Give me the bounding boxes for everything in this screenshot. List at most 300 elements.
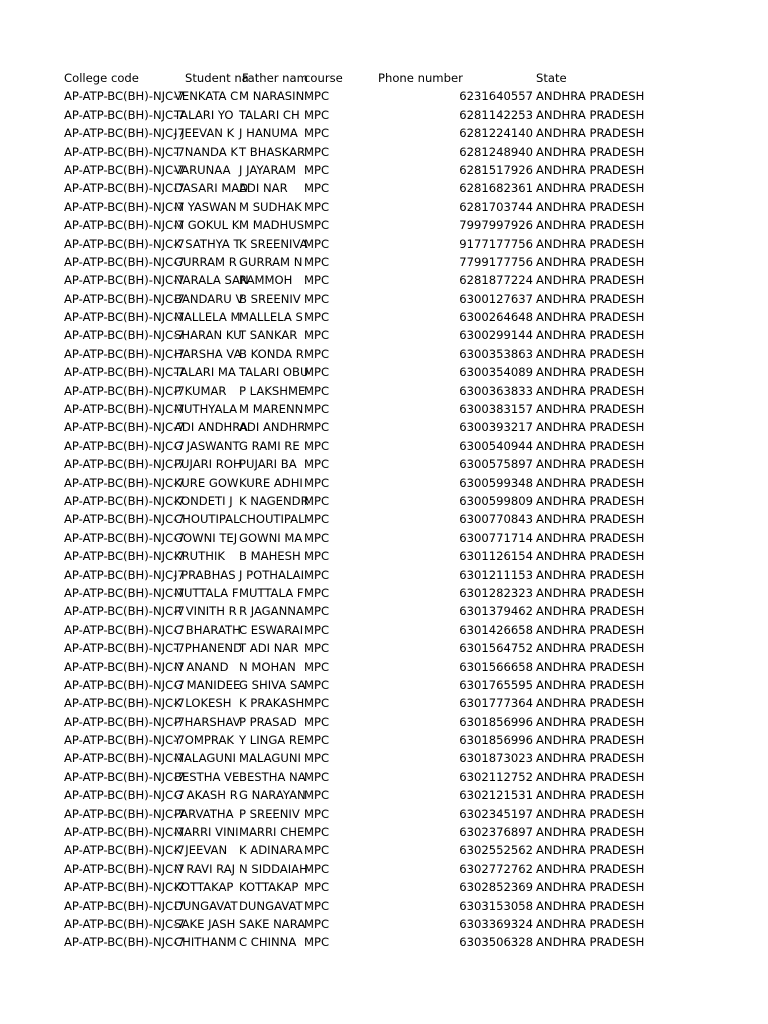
- cell-father-name[interactable]: GOWNI MA: [239, 530, 303, 545]
- cell-state[interactable]: ANDHRA PRADESH: [536, 659, 645, 674]
- cell-college-code[interactable]: AP-ATP-BC(BH)-NJC-7: [64, 861, 185, 876]
- cell-student-name[interactable]: MALAGUNI: [174, 751, 236, 766]
- cell-student-name[interactable]: G MANIDEE: [174, 677, 241, 692]
- cell-college-code[interactable]: AP-ATP-BC(BH)-NJC-7: [64, 402, 185, 417]
- cell-state[interactable]: ANDHRA PRADESH: [536, 457, 645, 472]
- cell-phone-number[interactable]: 6302376897: [459, 825, 533, 840]
- cell-state[interactable]: ANDHRA PRADESH: [536, 236, 645, 251]
- cell-course[interactable]: MPC: [304, 696, 330, 711]
- cell-father-name[interactable]: MALLELA S: [239, 310, 303, 325]
- cell-state[interactable]: ANDHRA PRADESH: [536, 162, 645, 177]
- cell-course[interactable]: MPC: [304, 89, 330, 104]
- cell-phone-number[interactable]: 6300127637: [459, 291, 533, 306]
- cell-course[interactable]: MPC: [304, 420, 330, 435]
- cell-father-name[interactable]: C CHINNA: [239, 935, 297, 950]
- cell-college-code[interactable]: AP-ATP-BC(BH)-NJC-7: [64, 935, 185, 950]
- cell-state[interactable]: ANDHRA PRADESH: [536, 181, 645, 196]
- cell-course[interactable]: MPC: [304, 254, 330, 269]
- cell-college-code[interactable]: AP-ATP-BC(BH)-NJC-7: [64, 107, 185, 122]
- cell-father-name[interactable]: J HANUMA: [239, 126, 298, 141]
- cell-college-code[interactable]: AP-ATP-BC(BH)-NJC-7: [64, 291, 185, 306]
- cell-student-name[interactable]: T PHANEND: [174, 641, 243, 656]
- cell-state[interactable]: ANDHRA PRADESH: [536, 273, 645, 288]
- header-father-name[interactable]: Father nam: [242, 71, 308, 85]
- cell-course[interactable]: MPC: [304, 585, 330, 600]
- cell-father-name[interactable]: M NARASIN: [239, 89, 305, 104]
- cell-student-name[interactable]: VENKATA C: [174, 89, 239, 104]
- table-row: [64, 271, 768, 289]
- cell-student-name[interactable]: PARVATHA: [174, 806, 234, 821]
- cell-student-name[interactable]: P KUMAR: [174, 383, 227, 398]
- cell-student-name[interactable]: R VINITH R: [174, 604, 237, 619]
- cell-course[interactable]: MPC: [304, 107, 330, 122]
- cell-phone-number[interactable]: 6300363833: [459, 383, 533, 398]
- cell-student-name[interactable]: J JEEVAN K: [174, 126, 235, 141]
- cell-father-name[interactable]: K NAGENDR: [239, 493, 309, 508]
- cell-college-code[interactable]: AP-ATP-BC(BH)-NJC-7: [64, 218, 185, 233]
- cell-phone-number[interactable]: 6300575897: [459, 457, 533, 472]
- cell-course[interactable]: MPC: [304, 898, 330, 913]
- table-row: [64, 566, 768, 584]
- cell-college-code[interactable]: AP-ATP-BC(BH)-NJC-7: [64, 236, 185, 251]
- cell-phone-number[interactable]: 6301856996: [459, 733, 533, 748]
- cell-state[interactable]: ANDHRA PRADESH: [536, 438, 645, 453]
- cell-phone-number[interactable]: 7997997926: [459, 218, 533, 233]
- cell-student-name[interactable]: MALLELA M: [174, 310, 241, 325]
- cell-course[interactable]: MPC: [304, 530, 330, 545]
- cell-father-name[interactable]: ADI ANDHR: [239, 420, 306, 435]
- cell-state[interactable]: ANDHRA PRADESH: [536, 346, 645, 361]
- cell-course[interactable]: MPC: [304, 512, 330, 527]
- cell-phone-number[interactable]: 6302552562: [459, 843, 533, 858]
- cell-student-name[interactable]: M YASWAN: [174, 199, 237, 214]
- cell-state[interactable]: ANDHRA PRADESH: [536, 144, 645, 159]
- cell-course[interactable]: MPC: [304, 567, 330, 582]
- cell-course[interactable]: MPC: [304, 199, 330, 214]
- cell-phone-number[interactable]: 9177177756: [459, 236, 533, 251]
- cell-course[interactable]: MPC: [304, 604, 330, 619]
- cell-course[interactable]: MPC: [304, 291, 330, 306]
- cell-course[interactable]: MPC: [304, 916, 330, 931]
- cell-college-code[interactable]: AP-ATP-BC(BH)-NJC-7: [64, 438, 185, 453]
- cell-state[interactable]: ANDHRA PRADESH: [536, 254, 645, 269]
- cell-state[interactable]: ANDHRA PRADESH: [536, 604, 645, 619]
- cell-father-name[interactable]: R JAGANNA: [239, 604, 304, 619]
- cell-student-name[interactable]: TALARI MA: [174, 365, 236, 380]
- cell-phone-number[interactable]: 6301379462: [459, 604, 533, 619]
- cell-phone-number[interactable]: 6300264648: [459, 310, 533, 325]
- cell-student-name[interactable]: N RAVI RAJ: [174, 861, 236, 876]
- cell-course[interactable]: MPC: [304, 126, 330, 141]
- cell-phone-number[interactable]: 6301126154: [459, 549, 533, 564]
- cell-college-code[interactable]: AP-ATP-BC(BH)-NJC-7: [64, 126, 185, 141]
- header-course[interactable]: course: [304, 71, 343, 85]
- cell-college-code[interactable]: AP-ATP-BC(BH)-NJC-7: [64, 880, 185, 895]
- cell-father-name[interactable]: N SIDDAIAH: [239, 861, 308, 876]
- cell-state[interactable]: ANDHRA PRADESH: [536, 199, 645, 214]
- cell-college-code[interactable]: AP-ATP-BC(BH)-NJC-7: [64, 199, 185, 214]
- cell-state[interactable]: ANDHRA PRADESH: [536, 769, 645, 784]
- cell-state[interactable]: ANDHRA PRADESH: [536, 898, 645, 913]
- cell-student-name[interactable]: K SATHYA T: [174, 236, 241, 251]
- cell-father-name[interactable]: KURE ADHI: [239, 475, 303, 490]
- cell-student-name[interactable]: VARUNAA: [174, 162, 231, 177]
- cell-student-name[interactable]: KOTTAKAP: [174, 880, 234, 895]
- cell-father-name[interactable]: T SANKAR: [239, 328, 298, 343]
- cell-state[interactable]: ANDHRA PRADESH: [536, 585, 645, 600]
- cell-course[interactable]: MPC: [304, 677, 330, 692]
- cell-student-name[interactable]: K LOKESH: [174, 696, 232, 711]
- cell-college-code[interactable]: AP-ATP-BC(BH)-NJC-7: [64, 622, 185, 637]
- cell-state[interactable]: ANDHRA PRADESH: [536, 567, 645, 582]
- cell-phone-number[interactable]: 6301566658: [459, 659, 533, 674]
- cell-student-name[interactable]: ADI ANDHRA: [174, 420, 248, 435]
- cell-college-code[interactable]: AP-ATP-BC(BH)-NJC-7: [64, 549, 185, 564]
- table-row: [64, 878, 768, 896]
- cell-student-name[interactable]: GOWNI TEJ: [174, 530, 238, 545]
- cell-student-name[interactable]: DASARI MAD: [174, 181, 249, 196]
- cell-phone-number[interactable]: 6300353863: [459, 346, 533, 361]
- cell-father-name[interactable]: BESTHA NA: [239, 769, 306, 784]
- cell-state[interactable]: ANDHRA PRADESH: [536, 530, 645, 545]
- cell-course[interactable]: MPC: [304, 880, 330, 895]
- cell-state[interactable]: ANDHRA PRADESH: [536, 89, 645, 104]
- cell-college-code[interactable]: AP-ATP-BC(BH)-NJC-7: [64, 585, 185, 600]
- cell-phone-number[interactable]: 6301282323: [459, 585, 533, 600]
- cell-father-name[interactable]: B MAHESH: [239, 549, 301, 564]
- cell-college-code[interactable]: AP-ATP-BC(BH)-NJC-7: [64, 769, 185, 784]
- cell-student-name[interactable]: CHOUTIPAL: [174, 512, 240, 527]
- cell-college-code[interactable]: AP-ATP-BC(BH)-NJC-7: [64, 254, 185, 269]
- cell-college-code[interactable]: AP-ATP-BC(BH)-NJC-7: [64, 162, 185, 177]
- cell-phone-number[interactable]: 6302121531: [459, 788, 533, 803]
- cell-father-name[interactable]: KOTTAKAP: [239, 880, 299, 895]
- cell-course[interactable]: MPC: [304, 806, 330, 821]
- cell-college-code[interactable]: AP-ATP-BC(BH)-NJC-7: [64, 733, 185, 748]
- header-state[interactable]: State: [536, 71, 567, 85]
- cell-course[interactable]: MPC: [304, 438, 330, 453]
- cell-phone-number[interactable]: 6300599348: [459, 475, 533, 490]
- cell-father-name[interactable]: TALARI OBU: [239, 365, 309, 380]
- cell-state[interactable]: ANDHRA PRADESH: [536, 512, 645, 527]
- cell-phone-number[interactable]: 6231640557: [459, 89, 533, 104]
- cell-father-name[interactable]: M MADHUS: [239, 218, 305, 233]
- cell-student-name[interactable]: SHARAN KU: [174, 328, 242, 343]
- cell-student-name[interactable]: TALARI YO: [174, 107, 234, 122]
- cell-course[interactable]: MPC: [304, 659, 330, 674]
- cell-state[interactable]: ANDHRA PRADESH: [536, 218, 645, 233]
- cell-father-name[interactable]: MUTTALA F: [239, 585, 304, 600]
- cell-college-code[interactable]: AP-ATP-BC(BH)-NJC-7: [64, 365, 185, 380]
- cell-father-name[interactable]: B SREENIV: [239, 291, 301, 306]
- cell-course[interactable]: MPC: [304, 383, 330, 398]
- cell-student-name[interactable]: PUJARI ROH: [174, 457, 242, 472]
- cell-phone-number[interactable]: 6300393217: [459, 420, 533, 435]
- cell-phone-number[interactable]: 6281703744: [459, 199, 533, 214]
- cell-college-code[interactable]: AP-ATP-BC(BH)-NJC-7: [64, 512, 185, 527]
- cell-phone-number[interactable]: 6301211153: [459, 567, 533, 582]
- table-row: [64, 235, 768, 253]
- cell-phone-number[interactable]: 6300299144: [459, 328, 533, 343]
- cell-college-code[interactable]: AP-ATP-BC(BH)-NJC-7: [64, 659, 185, 674]
- table-row: [64, 915, 768, 933]
- table-row: [64, 455, 768, 473]
- cell-phone-number[interactable]: 6302345197: [459, 806, 533, 821]
- cell-course[interactable]: MPC: [304, 714, 330, 729]
- cell-student-name[interactable]: G JASWANT: [174, 438, 240, 453]
- cell-father-name[interactable]: K ADINARA: [239, 843, 303, 858]
- cell-college-code[interactable]: AP-ATP-BC(BH)-NJC-7: [64, 144, 185, 159]
- cell-state[interactable]: ANDHRA PRADESH: [536, 365, 645, 380]
- cell-state[interactable]: ANDHRA PRADESH: [536, 935, 645, 950]
- cell-father-name[interactable]: B KONDA R: [239, 346, 304, 361]
- cell-phone-number[interactable]: 7799177756: [459, 254, 533, 269]
- cell-phone-number[interactable]: 6300599809: [459, 493, 533, 508]
- cell-father-name[interactable]: DUNGAVAT: [239, 898, 303, 913]
- cell-student-name[interactable]: M GOKUL K: [174, 218, 240, 233]
- cell-course[interactable]: MPC: [304, 365, 330, 380]
- cell-father-name[interactable]: T BHASKAR: [239, 144, 306, 159]
- cell-phone-number[interactable]: 6300354089: [459, 365, 533, 380]
- cell-father-name[interactable]: PUJARI BA: [239, 457, 297, 472]
- cell-phone-number[interactable]: 6281877224: [459, 273, 533, 288]
- cell-course[interactable]: MPC: [304, 328, 330, 343]
- cell-course[interactable]: MPC: [304, 843, 330, 858]
- cell-student-name[interactable]: NARALA SAN: [174, 273, 249, 288]
- cell-state[interactable]: ANDHRA PRADESH: [536, 475, 645, 490]
- cell-course[interactable]: MPC: [304, 788, 330, 803]
- cell-state[interactable]: ANDHRA PRADESH: [536, 641, 645, 656]
- cell-course[interactable]: MPC: [304, 273, 330, 288]
- cell-college-code[interactable]: AP-ATP-BC(BH)-NJC-7: [64, 457, 185, 472]
- cell-father-name[interactable]: G RAMI RE: [239, 438, 300, 453]
- cell-college-code[interactable]: AP-ATP-BC(BH)-NJC-7: [64, 677, 185, 692]
- cell-state[interactable]: ANDHRA PRADESH: [536, 806, 645, 821]
- cell-course[interactable]: MPC: [304, 402, 330, 417]
- cell-phone-number[interactable]: 6300383157: [459, 402, 533, 417]
- cell-phone-number[interactable]: 6301873023: [459, 751, 533, 766]
- header-college-code[interactable]: College code: [64, 71, 139, 85]
- cell-state[interactable]: ANDHRA PRADESH: [536, 843, 645, 858]
- cell-state[interactable]: ANDHRA PRADESH: [536, 310, 645, 325]
- cell-student-name[interactable]: C BHARATH: [174, 622, 241, 637]
- cell-student-name[interactable]: P HARSHAV: [174, 714, 241, 729]
- cell-college-code[interactable]: AP-ATP-BC(BH)-NJC-7: [64, 788, 185, 803]
- cell-state[interactable]: ANDHRA PRADESH: [536, 107, 645, 122]
- cell-state[interactable]: ANDHRA PRADESH: [536, 291, 645, 306]
- cell-phone-number[interactable]: 6300770843: [459, 512, 533, 527]
- cell-college-code[interactable]: AP-ATP-BC(BH)-NJC-7: [64, 420, 185, 435]
- table-row: [64, 345, 768, 363]
- cell-father-name[interactable]: TALARI CH: [239, 107, 300, 122]
- table-row: [64, 124, 768, 142]
- cell-father-name[interactable]: P SREENIV: [239, 806, 300, 821]
- cell-state[interactable]: ANDHRA PRADESH: [536, 751, 645, 766]
- cell-state[interactable]: ANDHRA PRADESH: [536, 788, 645, 803]
- cell-student-name[interactable]: Y OMPRAK: [174, 733, 235, 748]
- cell-father-name[interactable]: G NARAYAN: [239, 788, 306, 803]
- cell-college-code[interactable]: AP-ATP-BC(BH)-NJC-7: [64, 328, 185, 343]
- cell-college-code[interactable]: AP-ATP-BC(BH)-NJC-7: [64, 604, 185, 619]
- cell-phone-number[interactable]: 6281142253: [459, 107, 533, 122]
- cell-course[interactable]: MPC: [304, 162, 330, 177]
- cell-phone-number[interactable]: 6303506328: [459, 935, 533, 950]
- cell-phone-number[interactable]: 6302772762: [459, 861, 533, 876]
- cell-phone-number[interactable]: 6301765595: [459, 677, 533, 692]
- cell-state[interactable]: ANDHRA PRADESH: [536, 825, 645, 840]
- cell-father-name[interactable]: RAMMOH: [239, 273, 293, 288]
- cell-college-code[interactable]: AP-ATP-BC(BH)-NJC-7: [64, 567, 185, 582]
- cell-course[interactable]: MPC: [304, 181, 330, 196]
- cell-college-code[interactable]: AP-ATP-BC(BH)-NJC-7: [64, 530, 185, 545]
- cell-phone-number[interactable]: 6302852369: [459, 880, 533, 895]
- cell-state[interactable]: ANDHRA PRADESH: [536, 880, 645, 895]
- cell-phone-number[interactable]: 6281517926: [459, 162, 533, 177]
- cell-college-code[interactable]: AP-ATP-BC(BH)-NJC-7: [64, 714, 185, 729]
- cell-student-name[interactable]: K JEEVAN: [174, 843, 228, 858]
- cell-course[interactable]: MPC: [304, 346, 330, 361]
- cell-student-name[interactable]: MUTTALA F: [174, 585, 239, 600]
- cell-state[interactable]: ANDHRA PRADESH: [536, 383, 645, 398]
- cell-student-name[interactable]: N ANAND: [174, 659, 229, 674]
- cell-father-name[interactable]: K SREENIVA: [239, 236, 308, 251]
- cell-course[interactable]: MPC: [304, 218, 330, 233]
- cell-course[interactable]: MPC: [304, 144, 330, 159]
- cell-state[interactable]: ANDHRA PRADESH: [536, 733, 645, 748]
- cell-father-name[interactable]: P LAKSHME: [239, 383, 306, 398]
- cell-phone-number[interactable]: 6303369324: [459, 916, 533, 931]
- cell-course[interactable]: MPC: [304, 733, 330, 748]
- cell-student-name[interactable]: G AKASH R: [174, 788, 238, 803]
- cell-course[interactable]: MPC: [304, 861, 330, 876]
- cell-course[interactable]: MPC: [304, 935, 330, 950]
- cell-college-code[interactable]: AP-ATP-BC(BH)-NJC-7: [64, 475, 185, 490]
- cell-state[interactable]: ANDHRA PRADESH: [536, 677, 645, 692]
- cell-father-name[interactable]: C ESWARAI: [239, 622, 304, 637]
- cell-course[interactable]: MPC: [304, 622, 330, 637]
- cell-college-code[interactable]: AP-ATP-BC(BH)-NJC-7: [64, 825, 185, 840]
- cell-father-name[interactable]: G SHIVA SA: [239, 677, 306, 692]
- cell-course[interactable]: MPC: [304, 751, 330, 766]
- cell-student-name[interactable]: MUTHYALA: [174, 402, 238, 417]
- cell-father-name[interactable]: T ADI NAR: [239, 641, 299, 656]
- cell-father-name[interactable]: ADI NAR: [239, 181, 288, 196]
- cell-state[interactable]: ANDHRA PRADESH: [536, 916, 645, 931]
- cell-phone-number[interactable]: 6300540944: [459, 438, 533, 453]
- table-row: [64, 823, 768, 841]
- cell-phone-number[interactable]: 6301856996: [459, 714, 533, 729]
- cell-college-code[interactable]: AP-ATP-BC(BH)-NJC-7: [64, 383, 185, 398]
- header-phone-number[interactable]: Phone number: [378, 71, 463, 85]
- cell-course[interactable]: MPC: [304, 475, 330, 490]
- cell-father-name[interactable]: J JAYARAM: [239, 162, 296, 177]
- cell-college-code[interactable]: AP-ATP-BC(BH)-NJC-7: [64, 843, 185, 858]
- cell-phone-number[interactable]: 6281248940: [459, 144, 533, 159]
- cell-course[interactable]: MPC: [304, 825, 330, 840]
- cell-student-name[interactable]: BESTHA VE: [174, 769, 240, 784]
- cell-state[interactable]: ANDHRA PRADESH: [536, 126, 645, 141]
- cell-state[interactable]: ANDHRA PRADESH: [536, 328, 645, 343]
- cell-phone-number[interactable]: 6301564752: [459, 641, 533, 656]
- cell-college-code[interactable]: AP-ATP-BC(BH)-NJC-7: [64, 181, 185, 196]
- cell-student-name[interactable]: BANDARU V: [174, 291, 244, 306]
- cell-father-name[interactable]: SAKE NARA: [239, 916, 306, 931]
- cell-college-code[interactable]: AP-ATP-BC(BH)-NJC-7: [64, 89, 185, 104]
- cell-father-name[interactable]: Y LINGA RE: [239, 733, 305, 748]
- cell-state[interactable]: ANDHRA PRADESH: [536, 549, 645, 564]
- cell-phone-number[interactable]: 6281224140: [459, 126, 533, 141]
- cell-phone-number[interactable]: 6301777364: [459, 696, 533, 711]
- cell-father-name[interactable]: CHOUTIPAL: [239, 512, 305, 527]
- cell-college-code[interactable]: AP-ATP-BC(BH)-NJC-7: [64, 751, 185, 766]
- cell-student-name[interactable]: KONDETI J: [174, 493, 233, 508]
- cell-father-name[interactable]: P PRASAD: [239, 714, 297, 729]
- cell-state[interactable]: ANDHRA PRADESH: [536, 402, 645, 417]
- cell-college-code[interactable]: AP-ATP-BC(BH)-NJC-7: [64, 696, 185, 711]
- cell-student-name[interactable]: CHITHANM: [174, 935, 237, 950]
- cell-state[interactable]: ANDHRA PRADESH: [536, 420, 645, 435]
- cell-student-name[interactable]: GURRAM R: [174, 254, 237, 269]
- cell-college-code[interactable]: AP-ATP-BC(BH)-NJC-7: [64, 641, 185, 656]
- cell-student-name[interactable]: T NANDA K: [174, 144, 238, 159]
- cell-course[interactable]: MPC: [304, 310, 330, 325]
- cell-student-name[interactable]: KRUTHIK: [174, 549, 225, 564]
- cell-father-name[interactable]: J POTHALAI: [239, 567, 305, 582]
- cell-state[interactable]: ANDHRA PRADESH: [536, 861, 645, 876]
- cell-college-code[interactable]: AP-ATP-BC(BH)-NJC-7: [64, 806, 185, 821]
- cell-student-name[interactable]: DUNGAVAT: [174, 898, 238, 913]
- cell-course[interactable]: MPC: [304, 457, 330, 472]
- cell-father-name[interactable]: K PRAKASH: [239, 696, 305, 711]
- cell-course[interactable]: MPC: [304, 236, 330, 251]
- cell-college-code[interactable]: AP-ATP-BC(BH)-NJC-7: [64, 493, 185, 508]
- header-student-name[interactable]: Student na: [185, 71, 249, 85]
- cell-student-name[interactable]: MARRI VINI: [174, 825, 239, 840]
- cell-father-name[interactable]: M SUDHAK: [239, 199, 302, 214]
- cell-college-code[interactable]: AP-ATP-BC(BH)-NJC-7: [64, 898, 185, 913]
- cell-course[interactable]: MPC: [304, 493, 330, 508]
- cell-student-name[interactable]: KURE GOW: [174, 475, 239, 490]
- cell-student-name[interactable]: HARSHA VA: [174, 346, 242, 361]
- cell-state[interactable]: ANDHRA PRADESH: [536, 696, 645, 711]
- spreadsheet: [64, 69, 768, 952]
- cell-father-name[interactable]: MALAGUNI: [239, 751, 301, 766]
- cell-course[interactable]: MPC: [304, 549, 330, 564]
- cell-student-name[interactable]: J PRABHAS: [174, 567, 236, 582]
- cell-college-code[interactable]: AP-ATP-BC(BH)-NJC-7: [64, 916, 185, 931]
- cell-state[interactable]: ANDHRA PRADESH: [536, 714, 645, 729]
- cell-state[interactable]: ANDHRA PRADESH: [536, 622, 645, 637]
- cell-phone-number[interactable]: 6303153058: [459, 898, 533, 913]
- cell-college-code[interactable]: AP-ATP-BC(BH)-NJC-7: [64, 273, 185, 288]
- cell-student-name[interactable]: SAKE JASH: [174, 916, 236, 931]
- cell-father-name[interactable]: MARRI CHE: [239, 825, 305, 840]
- cell-phone-number[interactable]: 6302112752: [459, 769, 533, 784]
- cell-father-name[interactable]: N MOHAN: [239, 659, 296, 674]
- cell-college-code[interactable]: AP-ATP-BC(BH)-NJC-7: [64, 346, 185, 361]
- cell-father-name[interactable]: GURRAM N: [239, 254, 303, 269]
- cell-college-code[interactable]: AP-ATP-BC(BH)-NJC-7: [64, 310, 185, 325]
- cell-phone-number[interactable]: 6301426658: [459, 622, 533, 637]
- cell-phone-number[interactable]: 6300771714: [459, 530, 533, 545]
- cell-course[interactable]: MPC: [304, 769, 330, 784]
- table-row: [64, 143, 768, 161]
- cell-father-name[interactable]: M MARENN: [239, 402, 304, 417]
- cell-course[interactable]: MPC: [304, 641, 330, 656]
- cell-state[interactable]: ANDHRA PRADESH: [536, 493, 645, 508]
- cell-phone-number[interactable]: 6281682361: [459, 181, 533, 196]
- table-row: [64, 382, 768, 400]
